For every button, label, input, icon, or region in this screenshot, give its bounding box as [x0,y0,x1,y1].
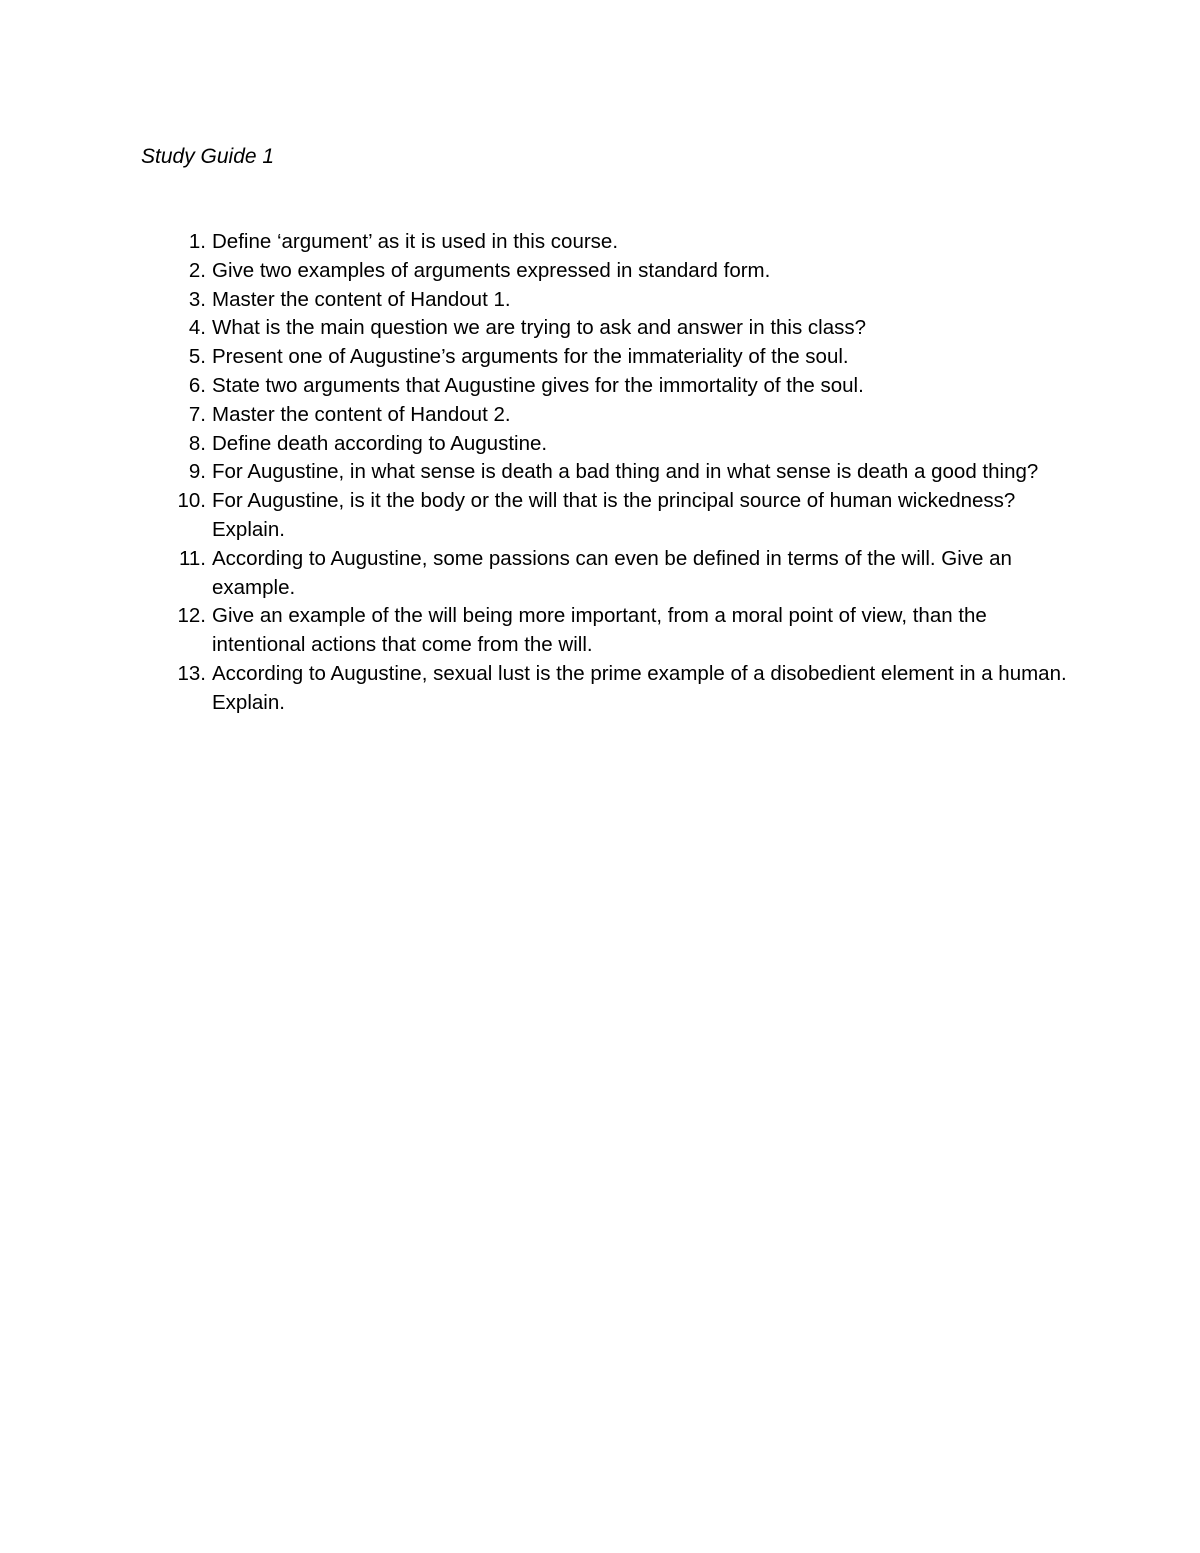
question-text: According to Augustine, sexual lust is the prime example of a disobedient element in a human. Explain. [212,661,1067,714]
question-list [140,228,1070,718]
question-number: 4. [188,316,206,340]
question-text: State two arguments that Augustine gives for the immortality of the soul. [212,373,864,397]
question-item-3 [140,286,1070,315]
question-number: 3. [188,287,206,311]
question-item-5 [140,343,1070,372]
question-number: 6. [188,373,206,397]
question-text: Master the content of Handout 1. [212,287,511,311]
question-number: 12. [177,604,206,628]
question-number: 8. [188,431,206,455]
question-text: What is the main question we are trying to ask and answer in this class? [212,316,867,340]
document-title: Study Guide 1 [141,145,275,168]
question-item-10 [140,487,1070,545]
question-item-11 [140,545,1070,603]
question-item-1 [140,228,1070,257]
question-item-8 [140,430,1070,459]
question-text: According to Augustine, some passions can even be defined in terms of the will. Give an example. [212,546,1012,599]
question-text: Give an example of the will being more important, from a moral point of view, than the intentional actions that come from the will. [212,604,987,657]
question-number: 2. [188,258,206,282]
question-item-9 [140,458,1070,487]
question-number: 9. [188,460,206,484]
question-text: Give two examples of arguments expressed in standard form. [212,258,771,282]
question-number: 13. [177,661,206,685]
question-item-6 [140,372,1070,401]
question-number: 7. [188,402,206,426]
question-number: 10. [177,489,206,513]
question-text: For Augustine, in what sense is death a bad thing and in what sense is death a good thing? [212,460,1039,484]
question-text: Present one of Augustine’s arguments for the immateriality of the soul. [212,345,849,369]
question-item-12 [140,602,1070,660]
question-text: Master the content of Handout 2. [212,402,511,426]
question-text: Define death according to Augustine. [212,431,548,455]
question-number: 5. [188,345,206,369]
question-item-4 [140,314,1070,343]
question-item-7 [140,401,1070,430]
question-item-2 [140,257,1070,286]
question-text: Define ‘argument’ as it is used in this course. [212,230,619,253]
question-number: 11. [179,546,206,570]
question-text: For Augustine, is it the body or the will that is the principal source of human wickedness? Explain. [212,489,1016,541]
question-item-13 [140,660,1070,718]
question-number: 1. [188,230,206,253]
